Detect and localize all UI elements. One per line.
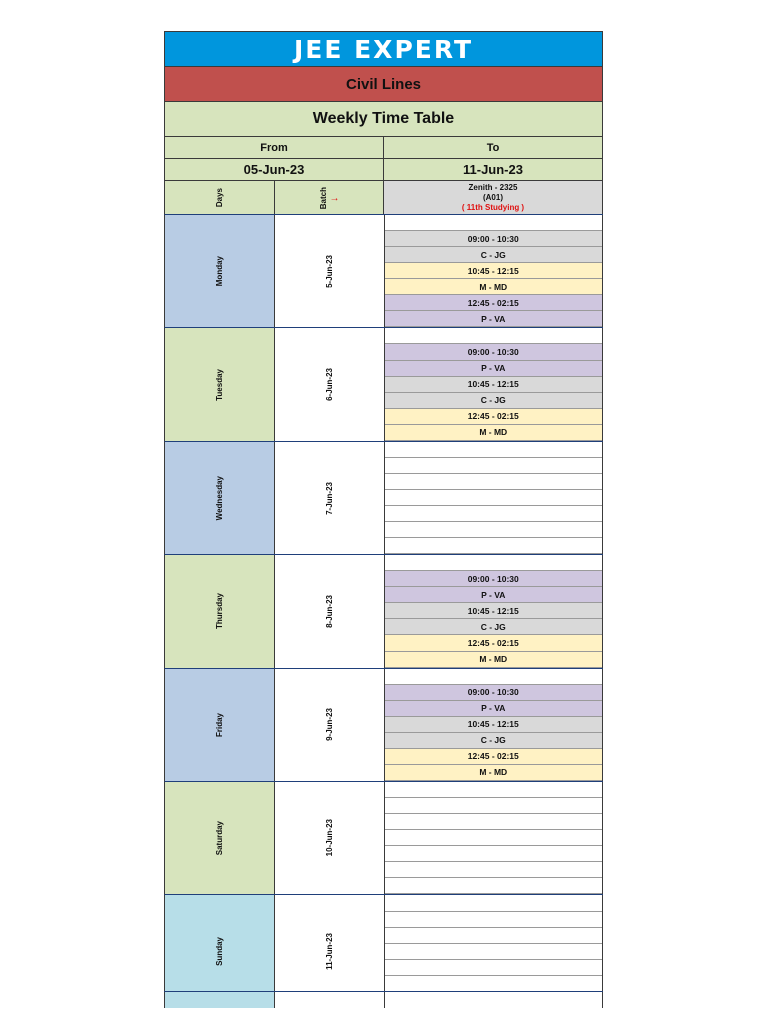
day-name: Thursday [214,593,224,630]
date-cell [275,555,385,667]
schedule-slot: 12:45 - 02:15 [385,635,603,651]
schedule-slot: 10:45 - 12:15 [385,603,603,619]
day-name: Monday [214,256,224,287]
schedule-cell [385,669,604,781]
schedule-slot-empty [385,830,603,846]
day-date: 5-Jun-23 [324,254,334,288]
day-date: 8-Jun-23 [324,594,334,628]
schedule-slot-empty [385,490,603,506]
schedule-slot-empty [385,944,603,960]
from-date: 05-Jun-23 [164,158,383,180]
date-labels-row [164,136,603,158]
schedule-slot-empty [385,846,603,862]
schedule-slot-empty [385,555,603,571]
schedule-slot: M - MD [385,652,603,668]
schedule-slot-empty [385,458,603,474]
schedule-cell [385,555,604,667]
batch-header [274,180,383,215]
schedule-slot: 12:45 - 02:15 [385,749,603,765]
day-cell [165,555,275,667]
schedule-slot: P - VA [385,701,603,717]
schedule-slot-empty [385,782,603,798]
schedule-slot: C - JG [385,393,603,409]
batch-info [383,180,603,215]
day-cell [165,669,275,781]
schedule-slot-empty [385,878,603,894]
day-name: Sunday [214,937,224,966]
schedule-slot: 10:45 - 12:15 [385,717,603,733]
day-name: Saturday [214,821,224,856]
schedule-cell [385,782,604,894]
day-date: 11-Jun-23 [324,933,334,970]
day-name: Friday [214,712,224,737]
date-cell [275,215,385,327]
schedule-slot-empty [385,798,603,814]
day-date: 6-Jun-23 [324,368,334,402]
day-row [164,668,603,781]
schedule-slot: P - VA [385,361,603,377]
day-row [164,327,603,440]
day-row [164,214,603,327]
day-cell [165,215,275,327]
schedule-slot: M - MD [385,279,603,295]
schedule-slot-empty [385,814,603,830]
to-label: To [383,136,603,158]
schedule-slot-empty [385,538,603,554]
batch-code: (A01) [482,193,503,202]
schedule-slot-empty [385,506,603,522]
schedule-slot: 10:45 - 12:15 [385,263,603,279]
schedule-slot: 12:45 - 02:15 [385,295,603,311]
to-date: 11-Jun-23 [383,158,603,180]
day-date: 7-Jun-23 [324,481,334,515]
schedule-slot-empty [385,669,603,685]
timetable-sheet [164,31,603,970]
schedule-slot: 10:45 - 12:15 [385,377,603,393]
day-date: 9-Jun-23 [324,708,334,742]
day-date: 10-Jun-23 [324,819,334,857]
schedule-slot: M - MD [385,765,603,781]
day-rows [164,214,603,1008]
schedule-slot-empty [385,928,603,944]
day-row [164,554,603,667]
table-bottom-border [164,991,603,992]
day-cell [165,328,275,440]
schedule-slot-empty [385,442,603,458]
column-header-row [164,180,603,215]
days-header [164,180,274,215]
schedule-slot: P - VA [385,587,603,603]
schedule-slot-empty [385,895,603,911]
arrow-right-icon: → [329,192,340,204]
schedule-slot-empty [385,862,603,878]
date-cell [275,328,385,440]
schedule-slot: C - JG [385,619,603,635]
date-cell [275,782,385,894]
schedule-slot: 12:45 - 02:15 [385,409,603,425]
schedule-slot: 09:00 - 10:30 [385,344,603,360]
date-cell [275,669,385,781]
schedule-cell [385,328,604,440]
brand-title: JEE EXPERT [164,31,603,66]
batch-header-label: Batch [318,186,328,210]
schedule-slot: C - JG [385,733,603,749]
schedule-slot: 09:00 - 10:30 [385,571,603,587]
date-cell [275,442,385,554]
date-values-row [164,158,603,180]
schedule-slot-empty [385,960,603,976]
schedule-slot-empty [385,912,603,928]
day-cell [165,442,275,554]
schedule-slot: M - MD [385,425,603,441]
schedule-slot-empty [385,522,603,538]
batch-name: Zenith - 2325 [468,183,518,192]
schedule-slot-empty [385,474,603,490]
day-name: Wednesday [214,475,224,521]
batch-note: ( 11th Studying ) [461,203,525,212]
schedule-slot: C - JG [385,247,603,263]
days-header-label: Days [215,188,224,208]
schedule-cell [385,215,604,327]
schedule-slot-empty [385,328,603,344]
schedule-cell [385,442,604,554]
schedule-slot: 09:00 - 10:30 [385,231,603,247]
day-row [164,781,603,894]
from-label: From [164,136,383,158]
day-cell [165,782,275,894]
schedule-slot: P - VA [385,311,603,327]
branch-name: Civil Lines [164,66,603,101]
timetable-title: Weekly Time Table [164,101,603,136]
schedule-slot-empty [385,215,603,231]
schedule-slot: 09:00 - 10:30 [385,685,603,701]
day-name: Tuesday [214,368,224,401]
day-row [164,441,603,554]
